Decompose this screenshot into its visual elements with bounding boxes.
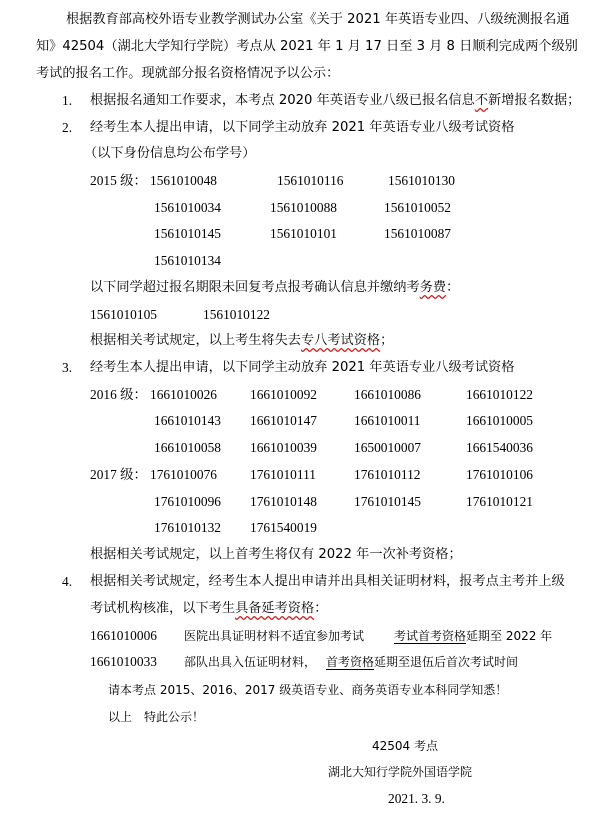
overdue-note: 以下同学超过报名期限未回复考点报考确认信息并缴纳考务费： <box>90 280 460 295</box>
student-id: 1561010101 <box>270 226 337 241</box>
closing-statement: 以上 特此公示！ <box>108 710 205 724</box>
item-1-text: 根据报名通知工作要求，本考点 2020 年英语专业八级已报名信息不新增报名数据； <box>90 93 581 108</box>
student-id: 1761010076 <box>150 467 217 482</box>
student-id: 1761010132 <box>154 520 221 535</box>
label-2015: 2015 级： <box>90 173 147 188</box>
issue-date: 2021. 3. 9. <box>388 791 445 806</box>
student-id: 1661010092 <box>250 387 317 402</box>
item-4-number: 4. <box>62 574 73 589</box>
student-id: 1761540019 <box>250 520 317 535</box>
deferral-reason: 部队出具入伍证明材料， <box>184 655 317 669</box>
student-id: 1761010096 <box>154 494 221 509</box>
deferral-reason: 医院出具证明材料不适宜参加考试 <box>184 629 365 643</box>
student-id: 1661010143 <box>154 413 221 428</box>
label-2016: 2016 级： <box>90 387 147 402</box>
student-id: 1561010122 <box>203 307 270 322</box>
student-id: 1561010134 <box>154 253 221 268</box>
item-2-number: 2. <box>62 120 73 135</box>
student-id: 1661010005 <box>466 413 533 428</box>
deferred-student-id: 1661010033 <box>90 654 157 669</box>
student-id: 1561010130 <box>388 173 455 188</box>
student-id: 1661540036 <box>466 440 533 455</box>
student-id: 1561010034 <box>154 200 221 215</box>
student-id: 1561010052 <box>384 200 451 215</box>
student-id: 1661010058 <box>154 440 221 455</box>
lose-qualification-note: 根据相关考试规定，以上考生将失去专八考试资格； <box>90 333 394 348</box>
issuing-organization: 湖北大知行学院外国语学院 <box>328 765 473 779</box>
item-4-line-1: 根据相关考试规定，经考生本人提出申请并出具相关证明材料，报考点主考并上级 <box>90 574 565 589</box>
student-id: 1761010145 <box>354 494 421 509</box>
student-id: 1761010112 <box>354 467 421 482</box>
student-id: 1661010086 <box>354 387 421 402</box>
intro-line-3: 考试的报名工作。现就部分报名资格情况予以公示： <box>36 66 340 81</box>
student-id: 1761010111 <box>250 467 316 482</box>
item-2-note: （以下身份信息均公布学号） <box>84 146 256 161</box>
student-id: 1661010122 <box>466 387 533 402</box>
item-1-number: 1. <box>62 93 73 108</box>
student-id: 1650010007 <box>354 440 421 455</box>
student-id: 1561010145 <box>154 226 221 241</box>
student-id: 1561010087 <box>384 226 451 241</box>
item-2-text: 经考生本人提出申请，以下同学主动放弃 2021 年英语专业八级考试资格 <box>90 120 515 135</box>
student-id: 1761010121 <box>466 494 533 509</box>
item-3-text: 经考生本人提出申请，以下同学主动放弃 2021 年英语专业八级考试资格 <box>90 360 515 375</box>
item-3-number: 3. <box>62 360 73 375</box>
student-id: 1661010147 <box>250 413 317 428</box>
student-id: 1561010105 <box>90 307 157 322</box>
student-id: 1561010088 <box>270 200 337 215</box>
student-id: 1661010026 <box>150 387 217 402</box>
deferred-student-id: 1661010006 <box>90 628 157 643</box>
deferral-result: 考试首考资格延期至 2022 年 <box>394 629 553 643</box>
intro-line-1: 根据教育部高校外语专业教学测试办公室《关于 2021 年英语专业四、八级统测报名通 <box>66 12 570 27</box>
student-id: 1661010011 <box>354 413 421 428</box>
deferral-result: 首考资格延期至退伍后首次考试时间 <box>326 655 519 669</box>
student-id: 1661010039 <box>250 440 317 455</box>
student-id: 1761010106 <box>466 467 533 482</box>
intro-line-2: 知》42504（湖北大学知行学院）考点从 2021 年 1 月 17 日至 3 月 8 日顺利完成两个级别 <box>36 39 578 54</box>
label-2017: 2017 级： <box>90 467 147 482</box>
student-id: 1561010116 <box>277 173 344 188</box>
item-4-line-2: 考试机构核准，以下考生具备延考资格： <box>90 601 328 616</box>
student-id: 1761010148 <box>250 494 317 509</box>
exam-center-code: 42504 考点 <box>372 739 438 753</box>
student-id: 1561010048 <box>150 173 217 188</box>
item-3-note: 根据相关考试规定，以上首考生将仅有 2022 年一次补考资格； <box>90 547 462 562</box>
closing-notice: 请本考点 2015、2016、2017 级英语专业、商务英语专业本科同学知悉！ <box>108 683 508 697</box>
